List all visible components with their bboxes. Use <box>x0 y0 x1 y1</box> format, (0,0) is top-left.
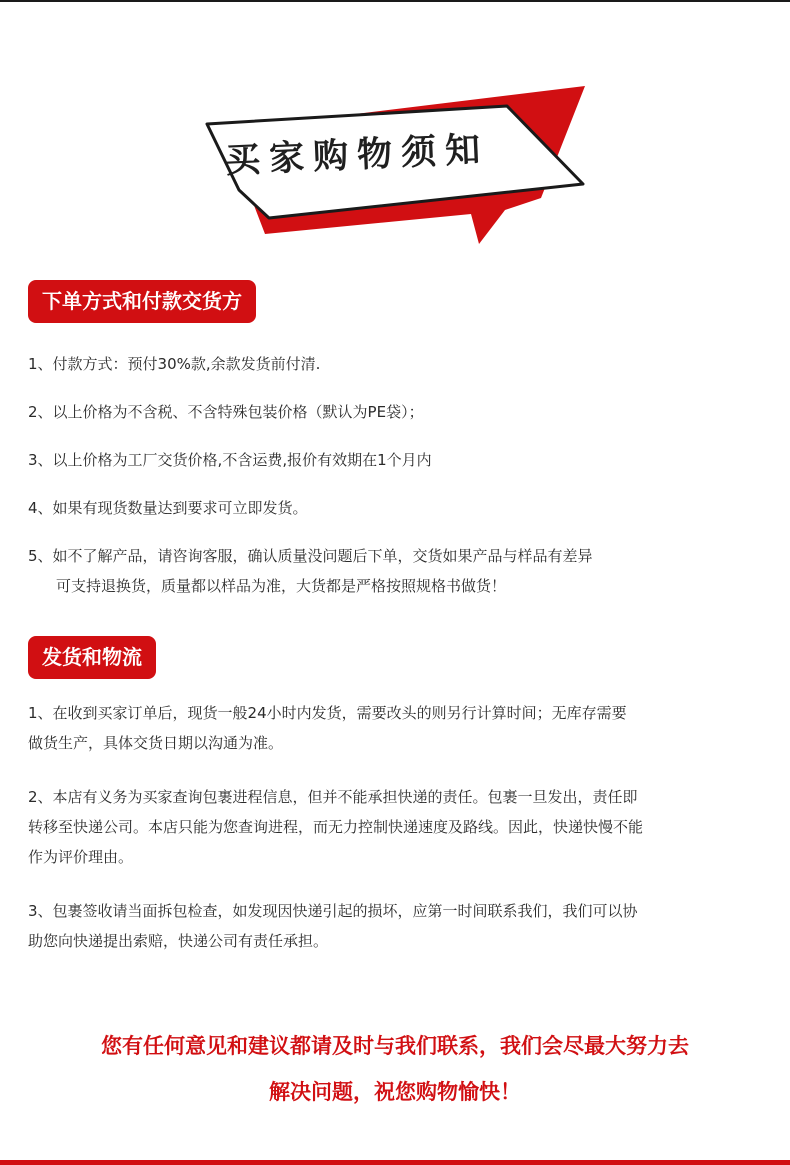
section-header-shipping: 发货和物流 <box>28 636 156 679</box>
ordering-item-5: 5、如不了解产品，请咨询客服，确认质量没问题后下单，交货如果产品与样品有差异 <box>28 547 593 565</box>
section-header-ordering: 下单方式和付款交货方 <box>28 280 256 323</box>
shipping-p2-line-1: 2、本店有义务为买家查询包裹进程信息，但并不能承担快递的责任。包裹一旦发出，责任即 <box>28 788 638 806</box>
shipping-p2-line-2: 转移至快递公司。本店只能为您查询进程，而无力控制快递速度及路线。因此，快递快慢不能 <box>28 818 644 836</box>
shipping-paragraph-3 <box>28 896 768 956</box>
ordering-item-1: 1、付款方式：预付30%款,余款发货前付清. <box>28 355 321 373</box>
shipping-paragraph-1 <box>28 698 768 758</box>
banner-title: 买家购物须知 <box>224 129 490 182</box>
shipping-p1-line-1: 1、在收到买家订单后，现货一般24小时内发货，需要改头的则另行计算时间；无库存需要 <box>28 704 627 722</box>
closing-line-2: 解决问题，祝您购物愉快！ <box>269 1080 521 1104</box>
ordering-item-3: 3、以上价格为工厂交货价格,不含运费,报价有效期在1个月内 <box>28 451 432 469</box>
top-divider <box>0 0 790 2</box>
shipping-p1-line-2: 做货生产，具体交货日期以沟通为准。 <box>28 734 284 752</box>
shipping-paragraph-2 <box>28 782 768 872</box>
ordering-item-2: 2、以上价格为不含税、不含特殊包装价格（默认为PE袋）； <box>28 403 424 421</box>
shipping-p3-line-1: 3、包裹签收请当面拆包检查，如发现因快递引起的损坏，应第一时间联系我们，我们可以协 <box>28 902 638 920</box>
shipping-p3-line-2: 助您向快递提出索赔，快递公司有责任承担。 <box>28 932 329 950</box>
shipping-p2-line-3: 作为评价理由。 <box>28 848 134 866</box>
ordering-item-5-continued: 可支持退换货，质量都以样品为准，大货都是严格按照规格书做货！ <box>56 577 507 595</box>
closing-line-1: 您有任何意见和建议都请及时与我们联系，我们会尽最大努力去 <box>101 1034 689 1058</box>
ordering-item-4: 4、如果有现货数量达到要求可立即发货。 <box>28 499 308 517</box>
bottom-divider <box>0 1160 790 1165</box>
